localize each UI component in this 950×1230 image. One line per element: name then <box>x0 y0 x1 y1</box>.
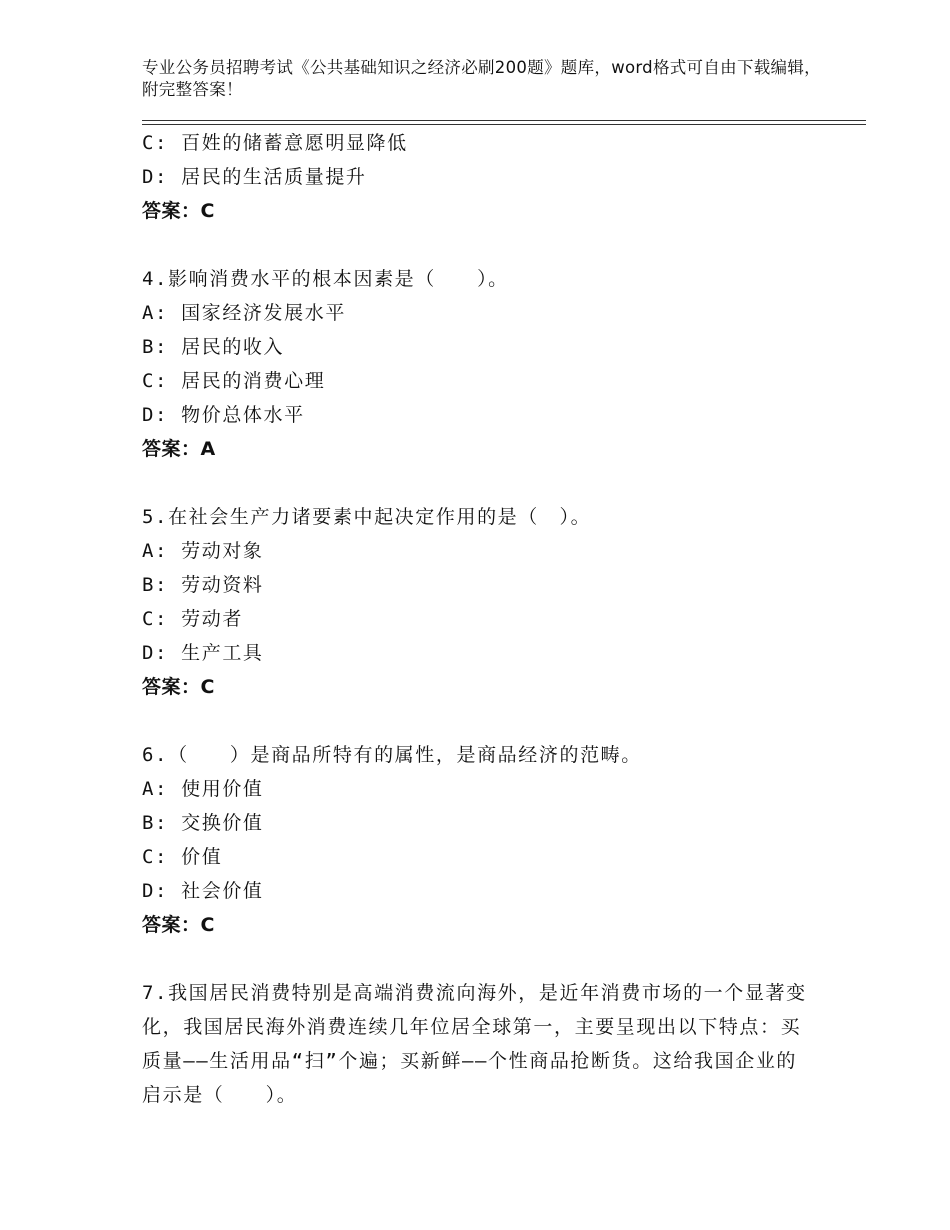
question-5 <box>142 500 822 704</box>
answer-line: 答案：C <box>142 200 215 222</box>
option-c: C: 劳动者 <box>142 608 243 630</box>
header-divider-thin <box>142 120 866 121</box>
option-a: A: 使用价值 <box>142 778 264 800</box>
question-text: 4.影响消费水平的根本因素是（ ）。 <box>142 268 509 290</box>
option-a: A: 国家经济发展水平 <box>142 302 346 324</box>
option-d: D: 生产工具 <box>142 642 264 664</box>
document-body <box>142 126 822 1112</box>
question-7 <box>142 976 822 1112</box>
question-text: 7.我国居民消费特别是高端消费流向海外，是近年消费市场的一个显著变化，我国居民海外消费连续几年位居全球第一，主要呈现出以下特点：买质量——生活用品“扫”个遍；买新鲜——个性商品抢断货。这给我国企业的启示是（ ）。 <box>142 982 807 1106</box>
option-d: D: 社会价值 <box>142 880 264 902</box>
option-c: C: 价值 <box>142 846 223 868</box>
question-3-tail <box>142 126 822 228</box>
option-c: C: 居民的消费心理 <box>142 370 326 392</box>
header-divider-thick <box>142 124 866 125</box>
option-a: A: 劳动对象 <box>142 540 264 562</box>
option-b: B: 劳动资料 <box>142 574 264 596</box>
answer-line: 答案：A <box>142 438 216 460</box>
answer-line: 答案：C <box>142 676 215 698</box>
option-b: B: 居民的收入 <box>142 336 285 358</box>
question-text: 6.（ ）是商品所特有的属性，是商品经济的范畴。 <box>142 744 642 766</box>
document-header: 专业公务员招聘考试《公共基础知识之经济必刷200题》题库，word格式可自由下载编辑，附完整答案！ <box>142 58 821 99</box>
question-4 <box>142 262 822 466</box>
option-c: C: 百姓的储蓄意愿明显降低 <box>142 132 408 154</box>
question-6 <box>142 738 822 942</box>
question-text: 5.在社会生产力诸要素中起决定作用的是（ ）。 <box>142 506 592 528</box>
option-b: B: 交换价值 <box>142 812 264 834</box>
option-d: D: 物价总体水平 <box>142 404 305 426</box>
answer-line: 答案：C <box>142 914 215 936</box>
option-d: D: 居民的生活质量提升 <box>142 166 367 188</box>
